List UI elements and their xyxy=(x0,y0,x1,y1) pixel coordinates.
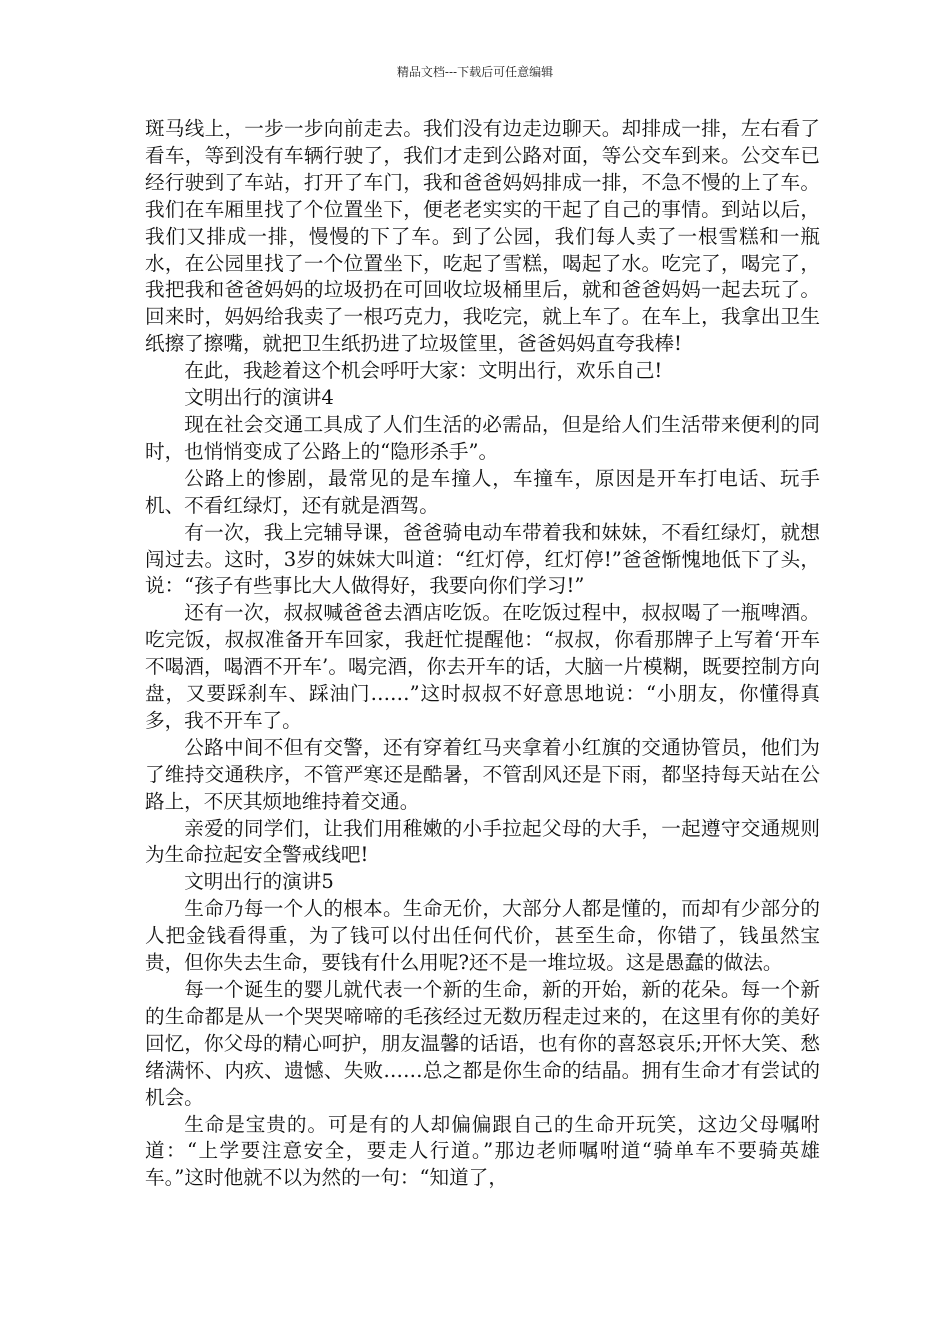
paragraph: 生命乃每一个人的根本。生命无价，大部分人都是懂的，而却有少部分的人把金钱看得重，为了钱可以付出任何代价，甚至生命，你错了，钱虽然宝贵，但你失去生命，要钱有什么用呢?还不是一堆垃圾。这是愚蠢的做法。 xyxy=(145,897,820,975)
paragraph: 还有一次，叔叔喊爸爸去酒店吃饭。在吃饭过程中，叔叔喝了一瓶啤酒。吃完饭，叔叔准备开车回家，我赶忙提醒他：“叔叔，你看那牌子上写着‘开车不喝酒，喝酒不开车’。喝完酒，你去开车的话，大脑一片模糊，既要控制方向盘，又要踩刹车、踩油门……”这时叔叔不好意思地说：“小朋友，你懂得真多，我不开车了。 xyxy=(145,601,820,732)
paragraph: 现在社会交通工具成了人们生活的必需品，但是给人们生活带来便利的同时，也悄悄变成了公路上的“隐形杀手”。 xyxy=(145,412,820,463)
paragraph: 有一次，我上完辅导课，爸爸骑电动车带着我和妹妹，不看红绿灯，就想闯过去。这时，3岁的妹妹大叫道：“红灯停，红灯停!”爸爸惭愧地低下了头，说：“孩子有些事比大人做得好，我要向你们学习!” xyxy=(145,520,820,598)
paragraph: 公路上的惨剧，最常见的是车撞人，车撞车，原因是开车打电话、玩手机、不看红绿灯，还有就是酒驾。 xyxy=(145,466,820,517)
section-heading-4: 文明出行的演讲4 xyxy=(184,386,334,410)
paragraph: 亲爱的同学们，让我们用稚嫩的小手拉起父母的大手，一起遵守交通规则为生命拉起安全警戒线吧! xyxy=(145,816,820,867)
paragraph-continued: 斑马线上，一步一步向前走去。我们没有边走边聊天。却排成一排，左右看了看车，等到没有车辆行驶了，我们才走到公路对面，等公交车到来。公交车已经行驶到了车站，打开了车门，我和爸爸妈妈排成一排，不急不慢的上了车。我们在车厢里找了个位置坐下，便老老实实的干起了自己的事情。到站以后，我们又排成一排，慢慢的下了车。到了公园，我们每人卖了一根雪糕和一瓶水，在公园里找了一个位置坐下，吃起了雪糕，喝起了水。吃完了，喝完了，我把我和爸爸妈妈的垃圾扔在可回收垃圾桶里后，就和爸爸妈妈一起去玩了。回来时，妈妈给我卖了一根巧克力，我吃完，就上车了。在车上，我拿出卫生纸擦了擦嘴，就把卫生纸扔进了垃圾筐里，爸爸妈妈直夸我棒! xyxy=(145,117,820,356)
document-body xyxy=(145,116,820,1192)
paragraph: 公路中间不但有交警，还有穿着红马夹拿着小红旗的交通协管员，他们为了维持交通秩序，不管严寒还是酷暑，不管刮风还是下雨，都坚持每天站在公路上，不厌其烦地维持着交通。 xyxy=(145,735,820,813)
paragraph: 每一个诞生的婴儿就代表一个新的生命，新的开始，新的花朵。每一个新的生命都是从一个哭哭啼啼的毛孩经过无数历程走过来的，在这里有你的美好回忆，你父母的精心呵护，朋友温馨的话语，也有你的喜怒哀乐;开怀大笑、愁绪满怀、内疚、遗憾、失败……总之都是你生命的结晶。拥有生命才有尝试的机会。 xyxy=(145,978,820,1109)
section-heading-5: 文明出行的演讲5 xyxy=(184,870,334,894)
page-header: 精品文档---下载后可任意编辑 xyxy=(396,65,554,79)
paragraph: 生命是宝贵的。可是有的人却偏偏跟自己的生命开玩笑，这边父母嘱咐道：“上学要注意安全，要走人行道。”那边老师嘱咐道“骑单车不要骑英雄车。”这时他就不以为然的一句：“知道了， xyxy=(145,1112,820,1190)
paragraph: 在此，我趁着这个机会呼吁大家：文明出行，欢乐自己! xyxy=(184,359,663,383)
